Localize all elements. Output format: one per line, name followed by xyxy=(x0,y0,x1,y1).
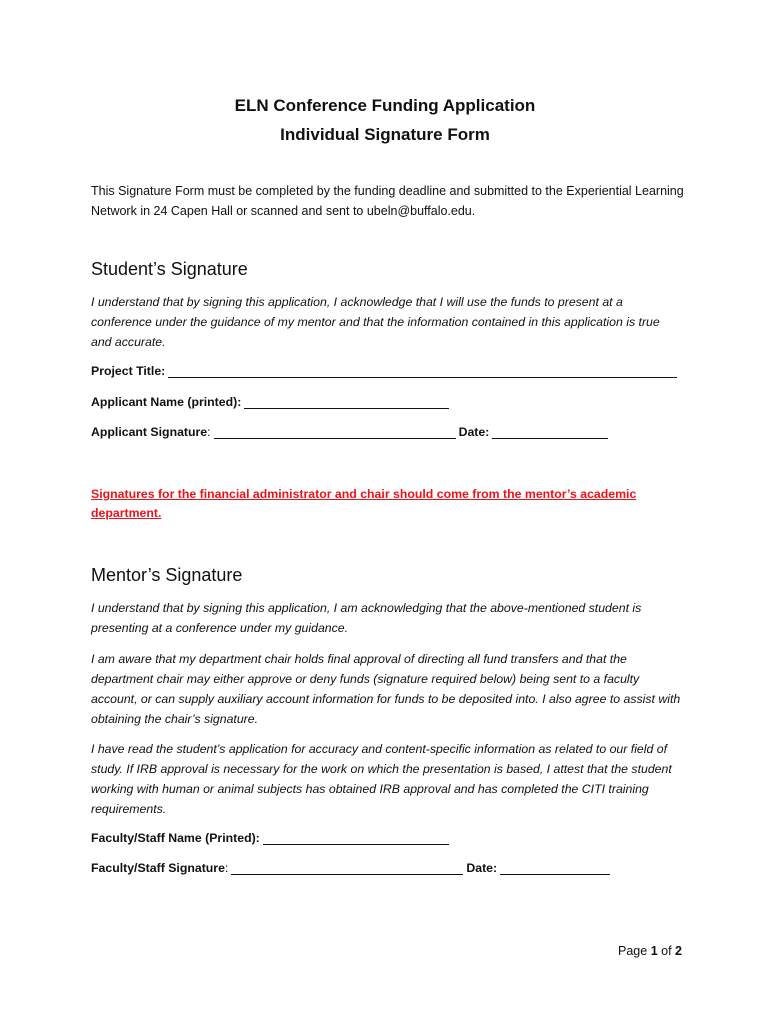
project-title-line[interactable] xyxy=(168,365,677,378)
page-current: 1 xyxy=(650,944,658,958)
applicant-signature-colon: : xyxy=(207,425,211,439)
of-word: of xyxy=(661,944,672,958)
student-statement: I understand that by signing this application, I acknowledge that I will use the funds to present at a conference under the guidance of my mentor and that the information contained in this application is true and accurate. xyxy=(91,295,660,349)
department-notice: Signatures for the financial administrator and chair should come from the mentor’s academic department. xyxy=(91,487,637,520)
mentor-statement-2: I am aware that my department chair holds final approval of directing all fund transfers and that the department chair may either approve or deny funds (signature required below) being sent to a faculty account, or can supply auxiliary account information for funds to be deposited into. I also agree to assist with obtaining the chair’s signature. xyxy=(91,652,681,726)
page-total: 2 xyxy=(675,944,682,958)
student-signature-heading: Student’s Signature xyxy=(91,259,248,279)
mentor-statement-1: I understand that by signing this application, I am acknowledging that the above-mentioned student is presenting at a conference under my guidance. xyxy=(91,601,642,635)
page-number xyxy=(618,944,682,958)
form-title: ELN Conference Funding Application xyxy=(234,96,536,115)
applicant-date-line[interactable] xyxy=(492,426,608,439)
faculty-date-label: Date: xyxy=(466,861,498,875)
page-word: Page xyxy=(618,944,648,958)
project-title-field xyxy=(91,364,677,378)
faculty-signature-label: Faculty/Staff Signature xyxy=(91,861,225,875)
mentor-signature-heading: Mentor’s Signature xyxy=(91,565,243,585)
applicant-signature-label: Applicant Signature xyxy=(91,425,208,439)
faculty-name-field xyxy=(91,831,449,845)
applicant-name-field xyxy=(91,395,449,409)
applicant-name-label: Applicant Name (printed): xyxy=(91,395,242,409)
applicant-signature-field xyxy=(91,425,608,439)
applicant-name-line[interactable] xyxy=(244,396,449,409)
faculty-signature-colon: : xyxy=(224,861,229,875)
faculty-date-line[interactable] xyxy=(500,862,610,875)
mentor-statement-3: I have read the student’s application for accuracy and content-specific information as related to our field of study. If IRB approval is necessary for the work on which the presentation is based, I attest that the student working with human or animal subjects has obtained IRB approval and has completed the CITI training requirements. xyxy=(91,742,672,816)
faculty-signature-field xyxy=(91,861,610,875)
faculty-name-line[interactable] xyxy=(263,832,449,845)
applicant-signature-line[interactable] xyxy=(214,426,456,439)
faculty-signature-line[interactable] xyxy=(231,862,463,875)
faculty-name-label: Faculty/Staff Name (Printed): xyxy=(91,831,260,845)
form-subtitle: Individual Signature Form xyxy=(280,125,490,144)
project-title-label: Project Title: xyxy=(91,364,166,378)
applicant-date-label: Date: xyxy=(458,425,490,439)
intro-text: This Signature Form must be completed by the funding deadline and submitted to the Experiential Learning Network in 24 Capen Hall or scanned and sent to ubeln@buffalo.edu. xyxy=(91,184,684,218)
